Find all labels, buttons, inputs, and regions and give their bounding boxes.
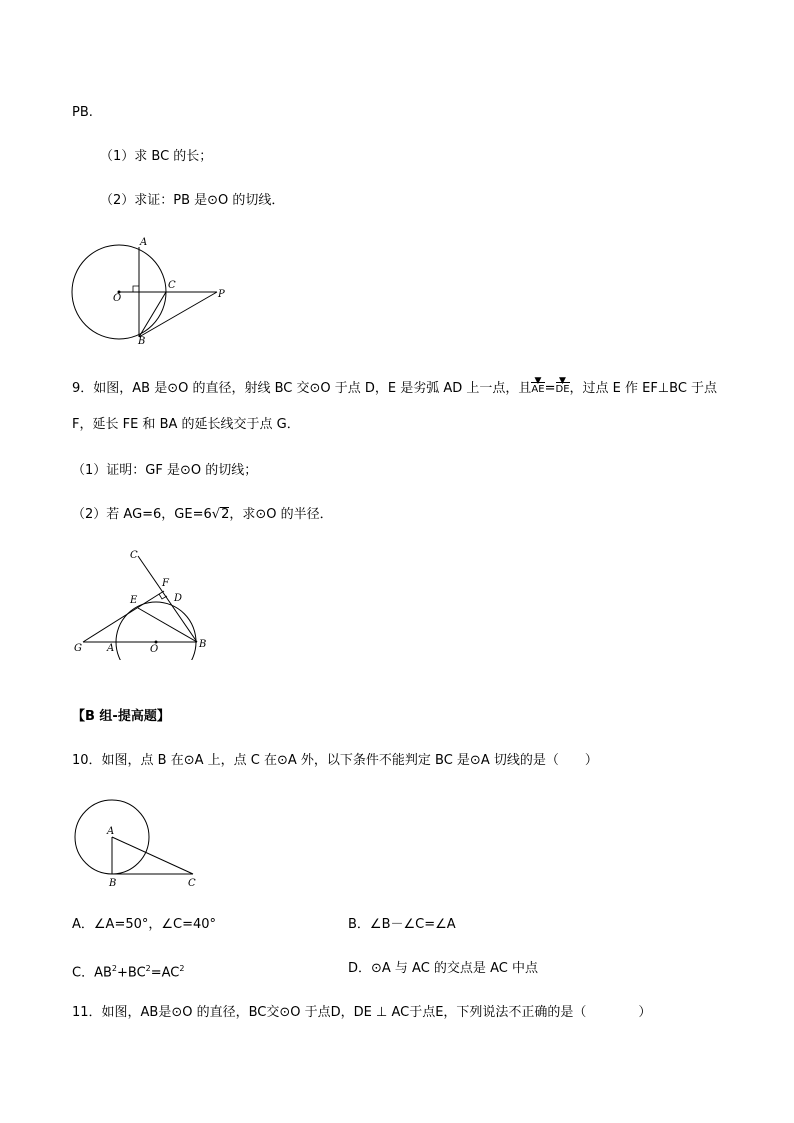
arc-de-mark-icon: ▼ bbox=[559, 376, 566, 386]
q9-label-C: C bbox=[130, 550, 138, 561]
q10-option-b: B．∠B－∠C=∠A bbox=[348, 917, 456, 932]
q9-label-O: O bbox=[150, 644, 159, 655]
q10-option-c-sup1: 2 bbox=[111, 964, 117, 973]
q9-part2 bbox=[72, 506, 333, 524]
q9-label-A: A bbox=[107, 643, 115, 654]
q10-label-A: A bbox=[107, 826, 115, 837]
q8-label-C: C bbox=[168, 280, 176, 291]
q9-figure bbox=[68, 545, 218, 660]
q9-part2-a: （2）若 AG=6，GE=6 bbox=[72, 507, 212, 522]
q11-stem: 11．如图，AB是⊙O 的直径，BC交⊙O 于点D，DE ⊥ AC于点E，下列说法不正确的是（ ） bbox=[72, 1005, 652, 1020]
q9-radicand: 2 bbox=[221, 507, 230, 522]
q8-label-O: O bbox=[113, 293, 122, 304]
q8-label-B: B bbox=[138, 336, 146, 347]
q9-part1: （1）证明：GF 是⊙O 的切线； bbox=[72, 463, 258, 478]
q10-option-c bbox=[72, 960, 184, 982]
q8-label-A: A bbox=[140, 237, 148, 248]
q8-tail: PB. bbox=[72, 105, 93, 120]
q10-option-d: D．⊙A 与 AC 的交点是 AC 中点 bbox=[348, 961, 538, 976]
q10-label-B: B bbox=[109, 878, 117, 889]
q9-label-F: F bbox=[162, 578, 169, 589]
q8-part1: （1）求 BC 的长； bbox=[100, 149, 213, 164]
q8-label-P: P bbox=[218, 289, 225, 300]
arc-ae bbox=[531, 376, 545, 396]
q10-option-c-part3: =AC bbox=[150, 965, 180, 981]
q10-option-c-part2: +BC bbox=[116, 965, 146, 981]
q9-stem-part-b: ，过点 E 作 EF⊥BC 于点 bbox=[569, 381, 718, 396]
q9-part2-b: ，求⊙O 的半径． bbox=[229, 507, 333, 522]
section-b-heading: 【B 组-提高题】 bbox=[72, 709, 170, 724]
q9-stem-part-a: 9．如图，AB 是⊙O 的直径，射线 BC 交⊙O 于点 D，E 是劣弧 AD 上一点，且 bbox=[72, 381, 532, 396]
arc-ae-mark-icon: ▼ bbox=[534, 376, 542, 386]
q9-stem-line1 bbox=[72, 376, 718, 398]
sqrt-icon: √ bbox=[211, 507, 221, 522]
q9-label-G: G bbox=[74, 643, 82, 654]
q8-part2: （2）求证：PB 是⊙O 的切线． bbox=[100, 193, 285, 208]
q10-option-c-sup3: 2 bbox=[179, 964, 185, 973]
q10-stem: 10．如图，点 B 在⊙A 上，点 C 在⊙A 外，以下条件不能判定 BC 是⊙A 切线的是（ ） bbox=[72, 753, 598, 768]
arc-ae-label: AE bbox=[531, 384, 545, 395]
q10-option-c-part1: C．AB bbox=[72, 965, 112, 981]
q9-label-E: E bbox=[130, 595, 138, 606]
arc-de-label: DE bbox=[555, 384, 570, 395]
q9-equals: = bbox=[544, 381, 556, 396]
q10-option-c-sup2: 2 bbox=[145, 964, 151, 973]
q9-stem-line2: F，延长 FE 和 BA 的延长线交于点 G． bbox=[72, 417, 300, 432]
q10-figure bbox=[70, 795, 210, 890]
q10-label-C: C bbox=[188, 878, 196, 889]
q9-label-D: D bbox=[174, 593, 183, 604]
arc-de bbox=[555, 376, 570, 396]
q8-figure bbox=[60, 230, 240, 350]
q9-label-B: B bbox=[199, 639, 207, 650]
q10-option-a: A．∠A=50°，∠C=40° bbox=[72, 917, 217, 932]
